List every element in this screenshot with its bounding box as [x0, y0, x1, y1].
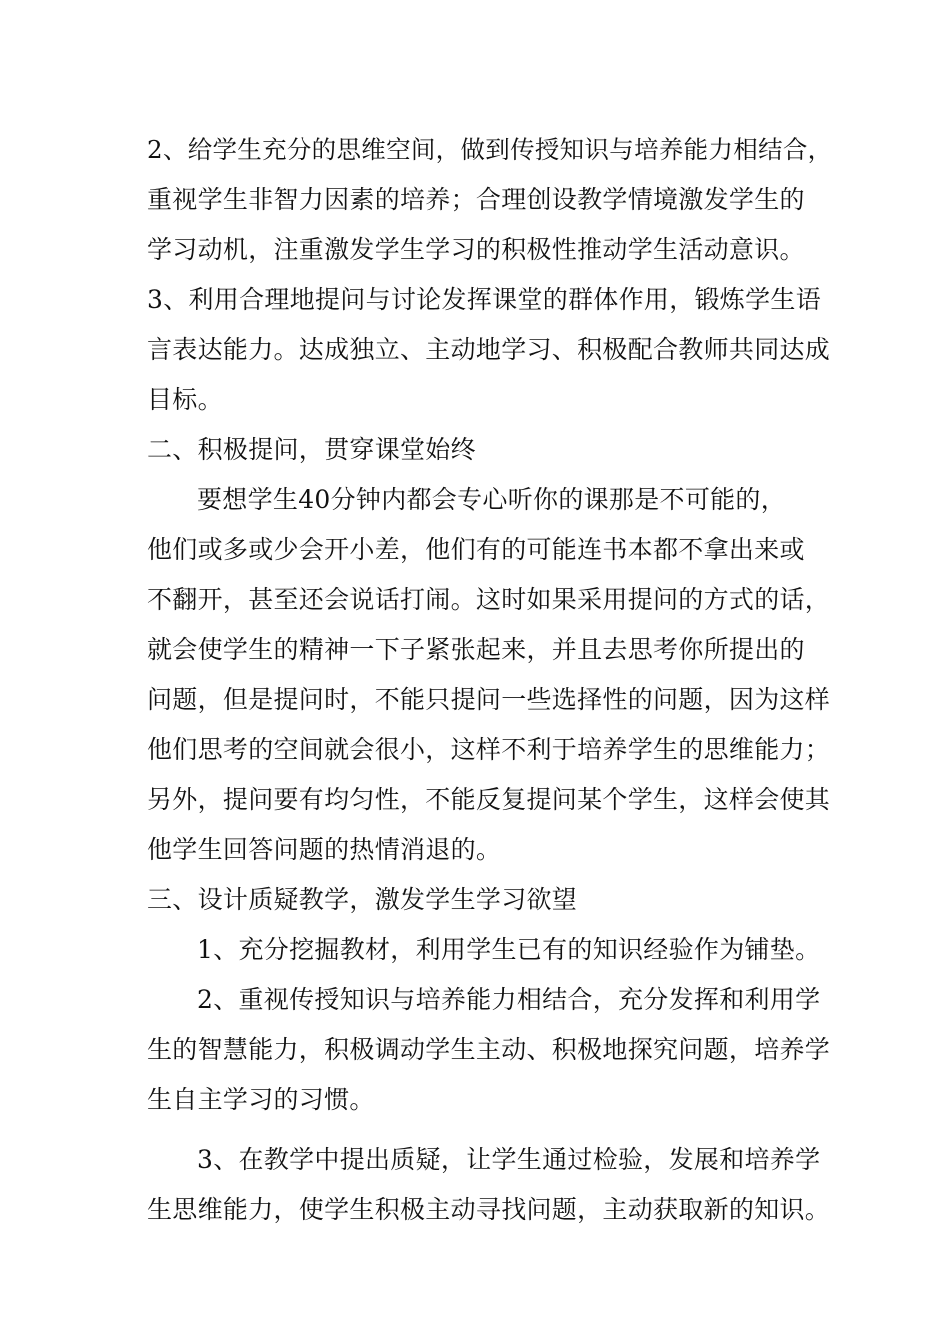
text-line: 另外，提问要有均匀性，不能反复提问某个学生，这样会使其 [147, 785, 831, 814]
text-line: 重视学生非智力因素的培养；合理创设教学情境激发学生的 [147, 185, 805, 214]
text-line: 他们或多或少会开小差，他们有的可能连书本都不拿出来或 [147, 535, 805, 564]
text-line: 要想学生40分钟内都会专心听你的课那是不可能的， [197, 485, 787, 514]
text-line: 2、重视传授知识与培养能力相结合，充分发挥和利用学 [197, 985, 821, 1014]
text-line: 问题，但是提问时，不能只提问一些选择性的问题，因为这样 [147, 685, 831, 714]
text-line: 生思维能力，使学生积极主动寻找问题，主动获取新的知识。 [147, 1195, 831, 1224]
text-line: 他们思考的空间就会很小，这样不利于培养学生的思维能力； [147, 735, 831, 764]
text-line: 学习动机，注重激发学生学习的积极性推动学生活动意识。 [147, 235, 805, 264]
text-line: 目标。 [147, 385, 223, 414]
section-heading: 三、设计质疑教学，激发学生学习欲望 [147, 885, 578, 914]
text-line: 言表达能力。达成独立、主动地学习、积极配合教师共同达成 [147, 335, 831, 364]
text-line: 生自主学习的习惯。 [147, 1085, 375, 1114]
text-line: 1、充分挖掘教材，利用学生已有的知识经验作为铺垫。 [197, 935, 821, 964]
text-line: 不翻开，甚至还会说话打闹。这时如果采用提问的方式的话， [147, 585, 831, 614]
text-line: 3、利用合理地提问与讨论发挥课堂的群体作用，锻炼学生语 [147, 285, 822, 314]
text-line: 他学生回答问题的热情消退的。 [147, 835, 502, 864]
section-heading: 二、积极提问，贯穿课堂始终 [147, 435, 476, 464]
text-line: 3、在教学中提出质疑，让学生通过检验，发展和培养学 [197, 1145, 821, 1174]
text-line: 就会使学生的精神一下子紧张起来，并且去思考你所提出的 [147, 635, 805, 664]
text-line: 2、给学生充分的思维空间，做到传授知识与培养能力相结合， [147, 135, 833, 164]
text-line: 生的智慧能力，积极调动学生主动、积极地探究问题，培养学 [147, 1035, 831, 1064]
